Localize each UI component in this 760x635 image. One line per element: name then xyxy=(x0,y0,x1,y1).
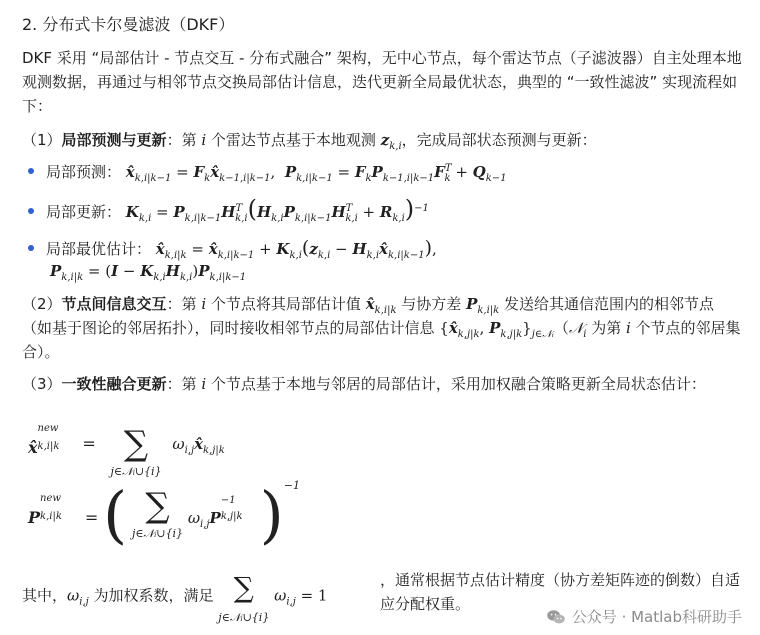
step2-text-d: 发送给其通信范围内的相邻节点（如基于图论的邻居拓扑），同时接收相邻节点的局部估计信息 xyxy=(22,295,715,337)
step2-text-b: 个节点将其局部估计值 xyxy=(206,295,366,313)
step2-paragraph: （2）节点间信息交互：第 i 个节点将其局部估计值 $x̂_{k,i|k}$ 与协方差 $P_{k,i|k}$ 发送给其通信范围内的相邻节点（如基于图论的邻居拓扑），同时接收相邻节点的局部估计信息 {$x̂_{k,j|k}$, $P_{k,j|k}\}_{j\in 𝒩ᵢ}(𝒩_i$ 为第 i 个节点的邻居集合）。 xyxy=(22,295,741,361)
optimal-label: 局部最优估计： xyxy=(46,240,152,258)
intro-paragraph: DKF 采用 “局部估计 - 节点交互 - 分布式融合” 架构，无中心节点，每个雷达节点（子滤波器）自主处理本地观测数据，再通过与相邻节点交换局部估计信息，迭代更新全局最优状态，典型的 “一致性滤波” 实现流程如下： xyxy=(22,49,742,115)
step2-text-f: 为第 xyxy=(586,319,626,337)
bullet-local-update: 局部更新： $K_{k,i} = P_{k,i|k-1}H^T_{k,i}(H_{k,i}P_{k,i|k-1}H^T_{k,i} + R_{k,i})^{-1}$ xyxy=(28,197,429,224)
step1-text-c: ，完成局部状态预测与更新： xyxy=(401,131,597,149)
watermark-text: 公众号 · Matlab科研助手 xyxy=(571,608,742,626)
closing-text-c: ，通常根据节点估计精度（协方差矩阵迹的倒数）自适应分配权重。 xyxy=(380,571,741,613)
bullet-dot xyxy=(28,208,34,214)
bullet-dot xyxy=(28,168,34,174)
closing-line1: 其中，$\omega_{i,j}$ 为加权系数，满足 ∑ j∈𝒩ᵢ∪{i} $\omega_{i,j} = 1$ xyxy=(22,571,328,624)
step2-text-c: 与协方差 xyxy=(396,295,467,313)
fusion-formula-p: P new k,i|k = ( ∑ j∈𝒩ᵢ∪{i} $\omega_{i,j}P$ −1 k,j|k )$^{-1}$ xyxy=(28,478,301,551)
step1-heading: 局部预测与更新 xyxy=(61,131,167,149)
section-title: 2. 分布式卡尔曼滤波（DKF） xyxy=(22,15,235,34)
step2-prefix: （2） xyxy=(22,295,62,313)
closing-text-a: 其中， xyxy=(22,586,68,605)
step2-text-a: ：第 xyxy=(166,295,202,313)
step1-text-b: 个雷达节点基于本地观测 xyxy=(206,131,381,149)
step3-paragraph: （3）一致性融合更新：第 i 个节点基于本地与邻居的局部估计，采用加权融合策略更新全局状态估计： xyxy=(22,375,706,393)
step3-prefix: （3） xyxy=(22,375,62,393)
bullet-local-optimal: 局部最优估计： $x̂_{k,i|k}$ = $x̂_{k,i|k-1} + K_{k,i}(z_{k,i}$ − $H_{k,i}x̂_{k,i|k-1}$), xyxy=(28,236,437,261)
predict-label: 局部预测： xyxy=(46,163,122,181)
wechat-icon xyxy=(546,609,566,625)
step2-text-g: 个节点的邻居集合）。 xyxy=(22,319,741,361)
closing-text-b: 为加权系数，满足 xyxy=(88,586,219,605)
step2-text-e: （ xyxy=(553,319,569,337)
step3-text-a: ：第 xyxy=(166,375,202,393)
index-i: i xyxy=(201,131,207,149)
watermark xyxy=(546,606,742,627)
update-label: 局部更新： xyxy=(46,203,122,221)
predict-formula: x̂ xyxy=(125,163,135,181)
bullet-local-predict: 局部预测： $x̂_{k,i|k-1}$ = $F_kx̂_{k-1,i|k-1}$, $P_{k,i|k-1} = F_kP_{k-1,i|k-1}F^T_k + Q_{k-1}$ xyxy=(28,160,507,184)
fusion-formula-x: x̂ new k,i|k = ∑ j∈𝒩ᵢ∪{i} $\omega_{i,j}x̂_{k,j|k}$ xyxy=(28,423,225,478)
step1-line: （1）局部预测与更新：第 i 个雷达节点基于本地观测 $z_{k,i}$，完成局部状态预测与更新： xyxy=(22,131,597,152)
step1-text-a: ：第 xyxy=(166,131,202,149)
step2-heading: 节点间信息交互 xyxy=(61,295,167,313)
step3-text-b: 个节点基于本地与邻居的局部估计，采用加权融合策略更新全局状态估计： xyxy=(206,375,706,393)
step3-heading: 一致性融合更新 xyxy=(61,375,167,393)
bullet-dot xyxy=(28,245,34,251)
update-formula: K xyxy=(125,203,139,221)
optimal-formula-p: $P_{k,i|k} = (I - K_{k,i}H_{k,i})P_{k,i|k-1}$ xyxy=(50,262,247,283)
observation-z: z xyxy=(380,131,390,149)
optimal-formula-x: x̂ xyxy=(155,240,165,258)
step1-prefix: （1） xyxy=(22,131,62,149)
